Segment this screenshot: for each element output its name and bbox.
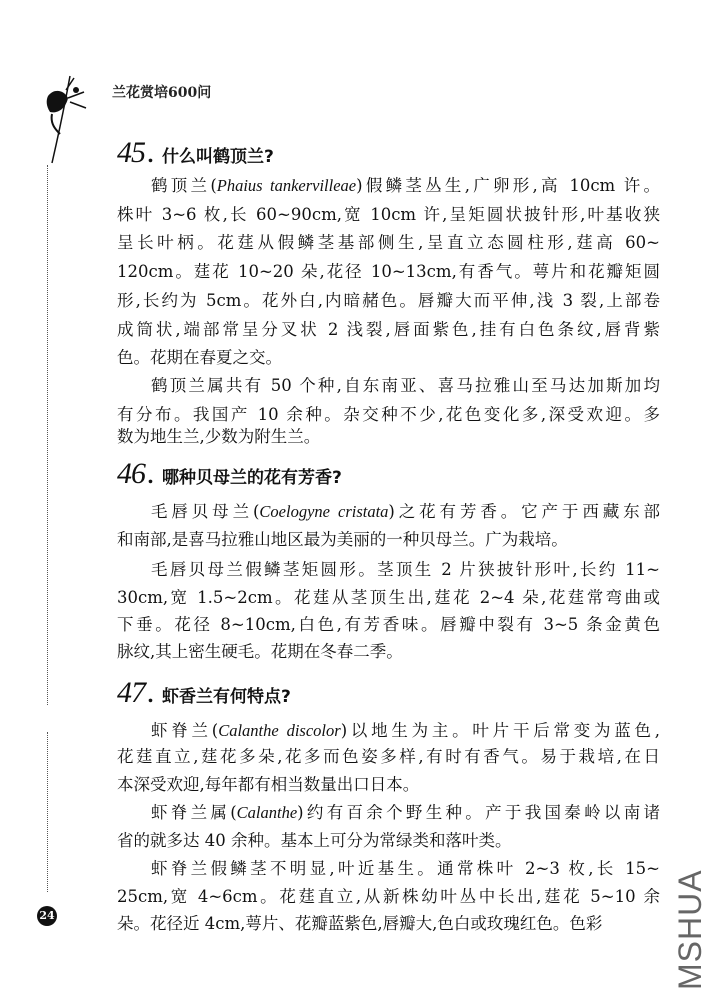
question-title: 哪种贝母兰的花有芳香? — [161, 468, 342, 488]
text-line — [151, 802, 660, 824]
text-segment: 有分布。我国产 10 余种。杂交种不少,花色变化多,深受欢迎。多 — [117, 405, 660, 424]
latin-name: Calanthe — [236, 803, 298, 822]
text-segment: )以地生为主。叶片干后常变为蓝色, — [340, 721, 660, 740]
text-line — [117, 261, 660, 283]
text-segment: 形,长约为 5cm。花外白,内暗赭色。唇瓣大而平伸,浅 3 裂,上部卷 — [117, 291, 660, 310]
text-segment: 120cm。莛花 10~20 朵,花径 10~13cm,有香气。萼片和花瓣矩圆 — [117, 262, 660, 281]
text-segment: 25cm,宽 4~6cm。花莛直立,从新株幼叶丛中长出,莛花 5~10 余 — [117, 887, 660, 906]
text-segment: 鹤顶兰( — [151, 176, 217, 195]
text-segment: 花莛直立,莛花多朵,花多而色姿多样,有时有香气。易于栽培,在日 — [117, 747, 660, 766]
text-line — [117, 587, 660, 609]
text-line — [117, 319, 660, 341]
text-segment: 和南部,是喜马拉雅山地区最为美丽的一种贝母兰。广为栽培。 — [117, 530, 568, 549]
text-line — [117, 529, 660, 551]
text-segment: 朵。花径近 4cm,萼片、花瓣蓝紫色,唇瓣大,色白或玫瑰红色。色彩 — [117, 914, 603, 933]
text-line — [151, 858, 660, 880]
text-line — [117, 830, 660, 852]
text-segment: )之花有芳香。它产于西藏东部 — [388, 502, 661, 521]
text-segment: 脉纹,其上密生硬毛。花期在冬春二季。 — [117, 642, 403, 661]
text-segment: 30cm,宽 1.5~2cm。花莛从茎顶生出,莛花 2~4 朵,花莛常弯曲或 — [117, 588, 660, 607]
text-line — [117, 746, 660, 768]
text-segment: 虾脊兰( — [151, 721, 219, 740]
text-segment: 虾脊兰属( — [151, 803, 237, 822]
question-number: 45 — [117, 136, 145, 169]
watermark: MSHUA — [672, 869, 708, 990]
question-title: 虾香兰有何特点? — [161, 687, 291, 707]
text-segment: 数为地生兰,少数为附生兰。 — [117, 427, 321, 446]
question-heading — [117, 457, 342, 490]
text-line — [117, 886, 660, 908]
text-segment: 株叶 3~6 枚,长 60~90cm,宽 10cm 许,呈矩圆状披针形,叶基收狭 — [117, 205, 660, 224]
text-line — [117, 232, 660, 254]
text-line — [151, 501, 660, 523]
text-line — [151, 375, 660, 397]
text-segment: )假鳞茎丛生,广卵形,高 10cm 许。 — [356, 176, 660, 195]
margin-rule — [47, 732, 48, 892]
text-segment: 呈长叶柄。花莛从假鳞茎基部侧生,呈直立态圆柱形,莛高 60~ — [117, 233, 660, 252]
question-title: 什么叫鹤顶兰? — [161, 147, 274, 167]
text-line — [151, 175, 660, 197]
text-segment: 下垂。花径 8~10cm,白色,有芳香味。唇瓣中裂有 3~5 条金黄色 — [117, 615, 660, 634]
number-dot: . — [147, 683, 154, 707]
question-number: 47 — [117, 676, 145, 709]
text-line — [117, 290, 660, 312]
text-line — [117, 347, 660, 369]
text-line — [117, 913, 660, 935]
latin-name: Coelogyne cristata — [259, 502, 389, 521]
text-segment: 虾脊兰假鳞茎不明显,叶近基生。通常株叶 2~3 枚,长 15~ — [151, 859, 660, 878]
text-segment: 毛唇贝母兰( — [151, 502, 260, 521]
latin-name: Calanthe discolor — [218, 721, 341, 740]
text-segment: 成筒状,端部常呈分叉状 2 浅裂,唇面紫色,挂有白色条纹,唇背紫 — [117, 320, 660, 339]
question-number: 46 — [117, 457, 145, 490]
number-dot: . — [147, 464, 154, 488]
text-segment: 色。花期在春夏之交。 — [117, 348, 282, 367]
text-line — [117, 426, 660, 448]
text-segment: 毛唇贝母兰假鳞茎矩圆形。茎顶生 2 片狭披针形叶,长约 11~ — [151, 560, 660, 579]
latin-name: Phaius tankervilleae — [216, 176, 357, 195]
orchid-logo-icon — [40, 68, 90, 168]
text-line — [117, 641, 660, 663]
text-segment: 省的就多达 40 余种。基本上可分为常绿类和落叶类。 — [117, 831, 512, 850]
text-line — [117, 204, 660, 226]
margin-rule — [47, 165, 48, 705]
text-line — [117, 774, 660, 796]
page-number: 24 — [37, 906, 57, 926]
running-header: 兰花赏培600问 — [112, 85, 212, 101]
text-line — [151, 559, 660, 581]
text-line — [151, 720, 660, 742]
text-segment: )约有百余个野生种。产于我国秦岭以南诸 — [297, 803, 661, 822]
text-segment: 鹤顶兰属共有 50 个种,自东南亚、喜马拉雅山至马达加斯加均 — [151, 376, 660, 395]
number-dot: . — [147, 143, 154, 167]
text-line — [117, 404, 660, 426]
text-line — [117, 614, 660, 636]
text-segment: 本深受欢迎,每年都有相当数量出口日本。 — [117, 775, 420, 794]
question-heading — [117, 676, 291, 709]
question-heading — [117, 136, 274, 169]
